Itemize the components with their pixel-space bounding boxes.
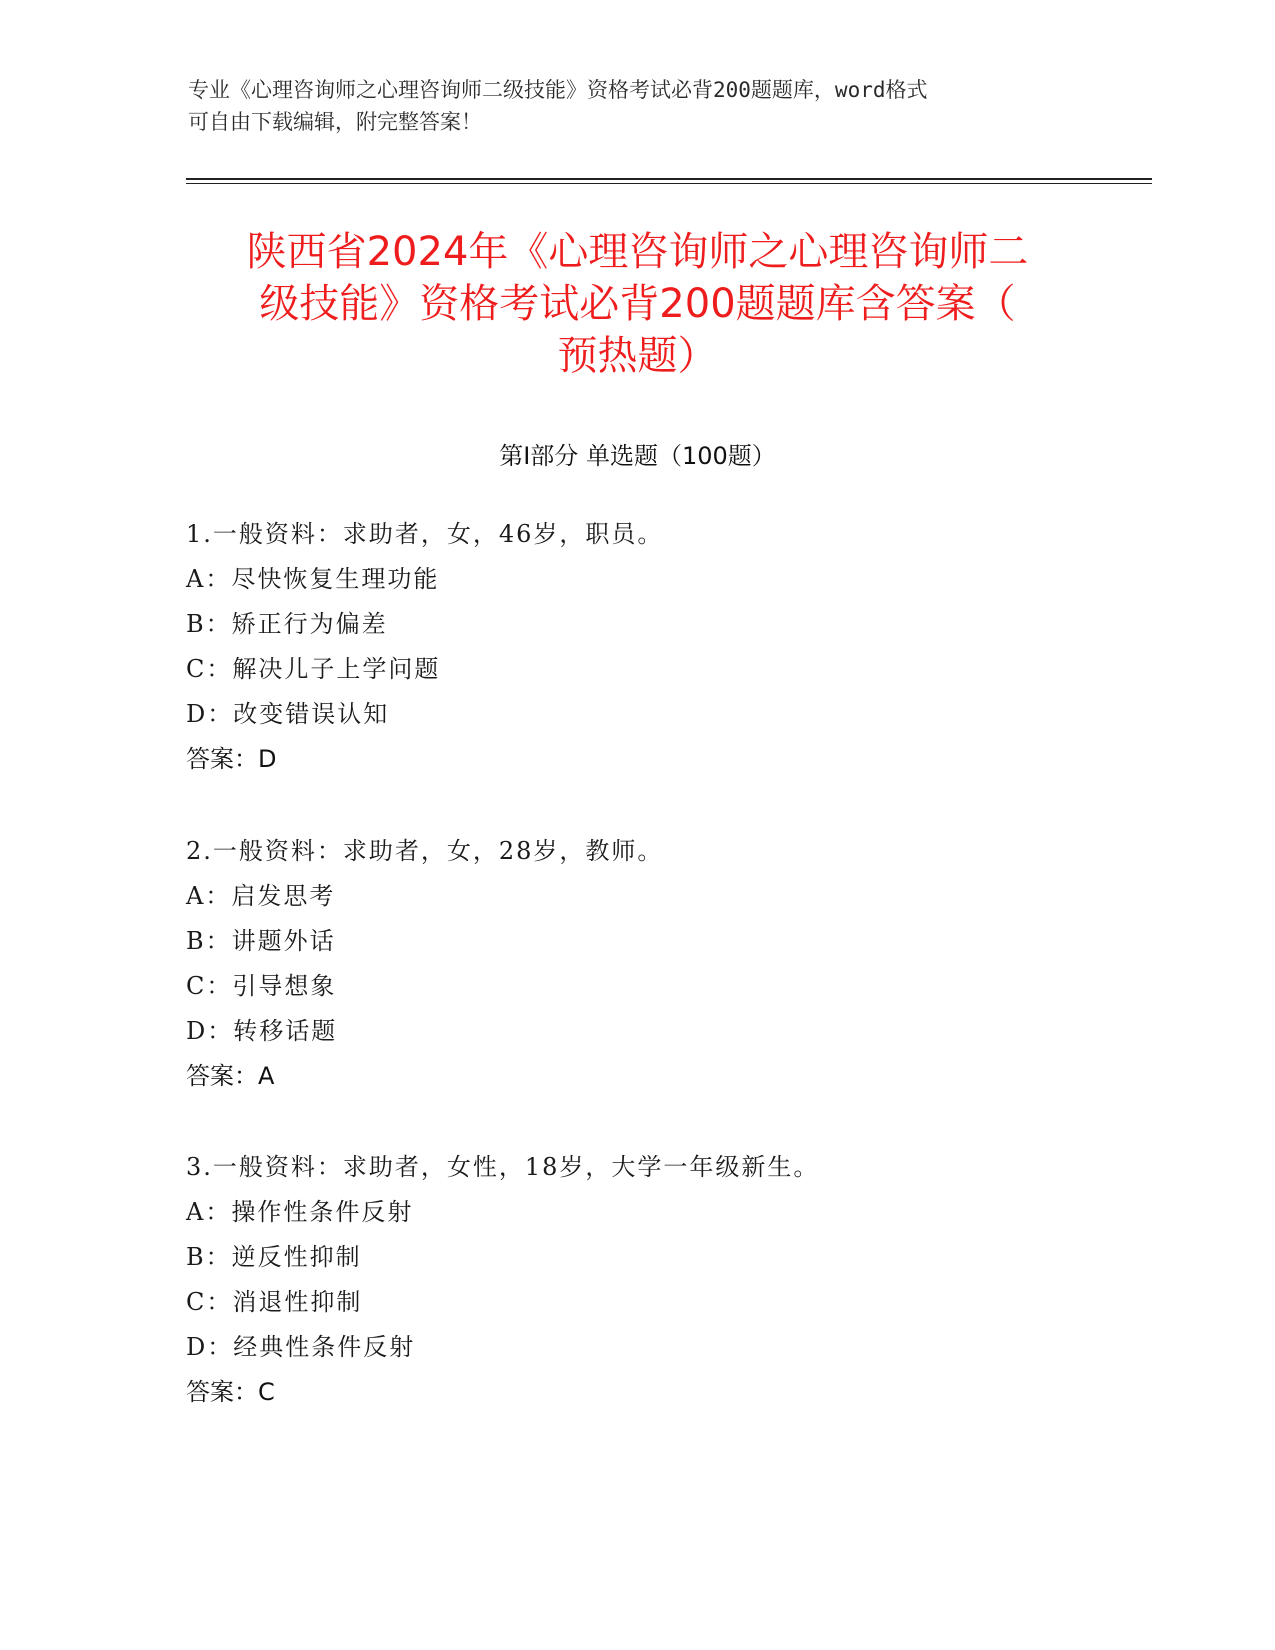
header-note <box>188 74 1068 138</box>
header-note-line1: 专业《心理咨询师之心理咨询师二级技能》资格考试必背200题题库，word格式 <box>188 78 928 102</box>
question-2 <box>186 829 1086 1099</box>
question-stem: 3.一般资料：求助者，女性，18岁，大学一年级新生。 <box>186 1153 820 1181</box>
title-line3: 预热题） <box>557 333 718 379</box>
question-stem: 1.一般资料：求助者，女，46岁，职员。 <box>186 520 664 548</box>
answer: 答案：D <box>186 745 277 773</box>
header-note-line2: 可自由下载编辑，附完整答案！ <box>188 110 482 134</box>
option-b: B：逆反性抑制 <box>186 1243 362 1271</box>
section-title: 第Ⅰ部分 单选题（100题） <box>499 442 776 470</box>
option-a: A：启发思考 <box>186 882 336 910</box>
option-b: B：讲题外话 <box>186 927 336 955</box>
question-3 <box>186 1145 1086 1415</box>
option-d: D：经典性条件反射 <box>186 1333 416 1361</box>
document-title <box>150 226 1125 382</box>
option-c: C：解决儿子上学问题 <box>186 655 441 683</box>
title-line1: 陕西省2024年《心理咨询师之心理咨询师二 <box>246 229 1029 275</box>
option-d: D：改变错误认知 <box>186 700 390 728</box>
option-d: D：转移话题 <box>186 1017 338 1045</box>
answer: 答案：A <box>186 1062 275 1090</box>
option-c: C：消退性抑制 <box>186 1288 363 1316</box>
header-divider-thin <box>186 183 1152 184</box>
question-stem: 2.一般资料：求助者，女，28岁，教师。 <box>186 837 664 865</box>
question-1 <box>186 512 1086 782</box>
option-c: C：引导想象 <box>186 972 337 1000</box>
option-a: A：操作性条件反射 <box>186 1198 414 1226</box>
option-a: A：尽快恢复生理功能 <box>186 565 440 593</box>
header-divider-thick <box>186 178 1152 180</box>
title-line2: 级技能》资格考试必背200题题库含答案（ <box>259 281 1016 327</box>
answer: 答案：C <box>186 1378 275 1406</box>
option-b: B：矫正行为偏差 <box>186 610 388 638</box>
